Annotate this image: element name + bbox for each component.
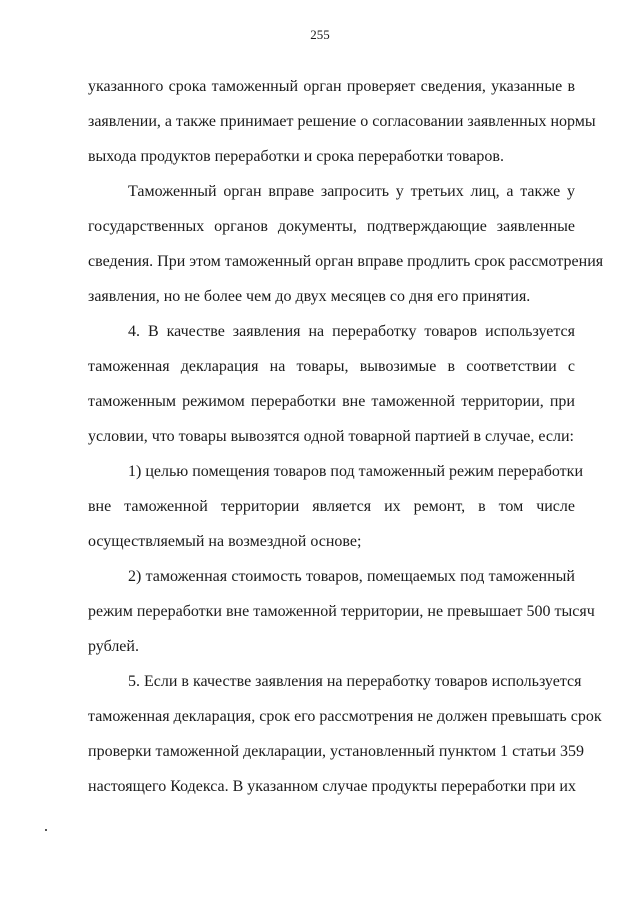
text-line: таможенная декларация, срок его рассмотрения не должен превышать срок: [88, 708, 602, 725]
text-line: проверки таможенной декларации, установленный пунктом 1 статьи 359: [88, 743, 584, 760]
text-line: осуществляемый на возмездной основе;: [88, 533, 362, 550]
text-line: заявления, но не более чем до двух месяцев со дня его принятия.: [88, 288, 531, 305]
page-number: 255: [310, 27, 330, 42]
text-line: заявлении, а также принимает решение о согласовании заявленных нормы: [88, 113, 596, 130]
text-line: государственных органов документы, подтверждающие заявленные: [88, 218, 575, 235]
text-line: 5. Если в качестве заявления на переработку товаров используется: [128, 673, 582, 690]
text-line: 2) таможенная стоимость товаров, помещаемых под таможенный: [128, 568, 575, 585]
text-line: рублей.: [88, 638, 139, 655]
text-line: вне таможенной территории является их ремонт, в том числе: [88, 498, 575, 515]
text-line: условии, что товары вывозятся одной товарной партией в случае, если:: [88, 428, 574, 445]
scan-speck: [45, 829, 47, 831]
text-line: настоящего Кодекса. В указанном случае продукты переработки при их: [88, 778, 576, 795]
text-line: Таможенный орган вправе запросить у третьих лиц, а также у: [128, 183, 575, 200]
text-line: указанного срока таможенный орган проверяет сведения, указанные в: [88, 78, 575, 95]
text-line: 4. В качестве заявления на переработку товаров используется: [128, 323, 575, 340]
text-line: таможенная декларация на товары, вывозимые в соответствии с: [88, 358, 575, 375]
text-line: выхода продуктов переработки и срока переработки товаров.: [88, 148, 504, 165]
text-line: 1) целью помещения товаров под таможенный режим переработки: [128, 463, 584, 480]
text-line: сведения. При этом таможенный орган вправе продлить срок рассмотрения: [88, 253, 604, 270]
text-line: режим переработки вне таможенной территории, не превышает 500 тысяч: [88, 603, 595, 620]
text-line: таможенным режимом переработки вне таможенной территории, при: [88, 393, 575, 410]
